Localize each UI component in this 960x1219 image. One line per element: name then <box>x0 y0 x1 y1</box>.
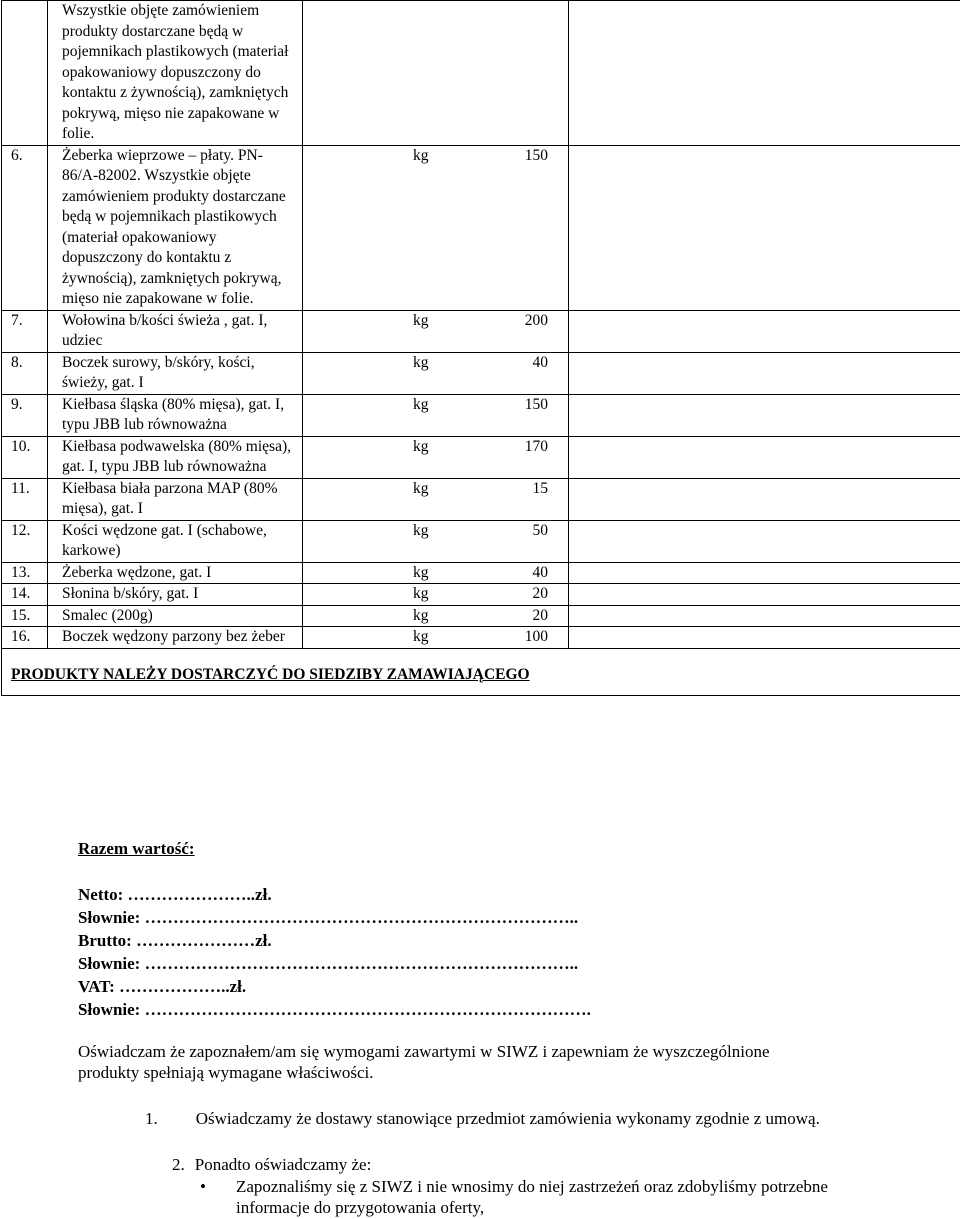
quantity-cell <box>303 562 569 584</box>
empty-cell <box>569 605 960 627</box>
summary-heading: Razem wartość: <box>78 839 195 858</box>
quantity-cell <box>303 394 569 436</box>
empty-cell <box>569 352 960 394</box>
row-number: 7. <box>2 310 48 352</box>
table-row <box>2 520 960 562</box>
unit-label: kg <box>413 563 429 581</box>
quantity-cell <box>303 605 569 627</box>
row-number: 11. <box>2 478 48 520</box>
row-number: 15. <box>2 605 48 627</box>
empty-cell <box>569 627 960 649</box>
empty-cell <box>569 478 960 520</box>
unit-label: kg <box>413 353 429 371</box>
product-name: Boczek wędzony parzony bez żeber <box>48 627 303 649</box>
quantity-value: 40 <box>532 563 548 581</box>
declaration-text: Oświadczam że zapoznałem/am się wymogami zawartymi w SIWZ i zapewniam że wyszczególnione produkty spełniają wymagane właściwości. <box>78 1042 770 1082</box>
quantity-value: 20 <box>532 606 548 624</box>
table-row <box>2 562 960 584</box>
product-name: Kości wędzone gat. I (schabowe, karkowe) <box>48 520 303 562</box>
row-number: 8. <box>2 352 48 394</box>
quantity-cell <box>303 145 569 310</box>
table-row <box>2 436 960 478</box>
declaration-list-item-2 <box>172 1154 872 1175</box>
unit-label: kg <box>413 311 429 329</box>
row-number: 13. <box>2 562 48 584</box>
list-marker: 2. <box>172 1155 185 1174</box>
quantity-cell <box>303 627 569 649</box>
empty-cell <box>569 562 960 584</box>
delivery-note: PRODUKTY NALEŻY DOSTARCZYĆ DO SIEDZIBY ZAMAWIAJĄCEGO <box>2 648 960 695</box>
table-row <box>2 1 960 146</box>
order-table <box>1 0 960 696</box>
table-row <box>2 627 960 649</box>
list-item-text: Oświadczamy że dostawy stanowiące przedmiot zamówienia wykonamy zgodnie z umową. <box>195 1109 820 1128</box>
unit-label: kg <box>413 395 429 413</box>
table-row <box>2 584 960 606</box>
product-name: Boczek surowy, b/skóry, kości, świeży, gat. I <box>48 352 303 394</box>
unit-label: kg <box>413 606 429 624</box>
quantity-value: 20 <box>532 585 548 602</box>
quantity-cell <box>303 520 569 562</box>
brutto-line: Brutto: …………………zł. <box>78 931 272 950</box>
row-number: 14. <box>2 584 48 606</box>
table-row <box>2 605 960 627</box>
product-name: Wszystkie objęte zamówieniem produkty dostarczane będą w pojemnikach plastikowych (materiał opakowaniowy dopuszczony do kontaktu z żywnością), zamkniętych pokrywą, mięso nie zapakowane w folie. <box>48 1 303 146</box>
quantity-cell <box>303 584 569 606</box>
product-name: Kiełbasa podwawelska (80% mięsa), gat. I, typu JBB lub równoważna <box>48 436 303 478</box>
slownie-line-3: Słownie: ……………………………………………………………………. <box>78 1000 591 1019</box>
quantity-value: 150 <box>524 146 548 164</box>
row-number <box>2 1 48 146</box>
quantity-value: 40 <box>532 353 548 371</box>
slownie-line-1: Słownie: ………………………………………………………………….. <box>78 908 579 927</box>
product-name: Kiełbasa biała parzona MAP (80% mięsa), gat. I <box>48 478 303 520</box>
quantity-value: 170 <box>524 437 548 455</box>
table-row <box>2 478 960 520</box>
empty-cell <box>569 436 960 478</box>
row-number: 12. <box>2 520 48 562</box>
empty-cell <box>569 1 960 146</box>
quantity-cell <box>303 436 569 478</box>
empty-cell <box>569 310 960 352</box>
empty-cell <box>569 145 960 310</box>
quantity-cell <box>303 352 569 394</box>
table-row <box>2 394 960 436</box>
quantity-value: 200 <box>524 311 548 329</box>
vat-line: VAT: ………………..zł. <box>78 977 247 996</box>
netto-line: Netto: …………………..zł. <box>78 885 272 904</box>
product-name: Żeberka wieprzowe – płaty. PN-86/A-82002. Wszystkie objęte zamówieniem produkty dostarczane będą w pojemnikach plastikowych (materiał opakowaniowy dopuszczony do kontaktu z żywnością), zamkniętych pokrywą, mięso nie zapakowane w folie. <box>48 145 303 310</box>
row-number: 6. <box>2 145 48 310</box>
quantity-value: 150 <box>524 395 548 413</box>
list-item-text: Ponadto oświadczamy że: <box>194 1155 372 1174</box>
unit-label: kg <box>413 437 429 455</box>
row-number: 16. <box>2 627 48 649</box>
unit-label: kg <box>413 628 429 645</box>
row-number: 9. <box>2 394 48 436</box>
quantity-value: 50 <box>532 521 548 539</box>
empty-cell <box>569 520 960 562</box>
product-name: Kiełbasa śląska (80% mięsa), gat. I, typu JBB lub równoważna <box>48 394 303 436</box>
bullet-item <box>200 1176 860 1218</box>
product-name: Słonina b/skóry, gat. I <box>48 584 303 606</box>
empty-cell <box>569 584 960 606</box>
product-name: Wołowina b/kości świeża , gat. I, udziec <box>48 310 303 352</box>
product-name: Smalec (200g) <box>48 605 303 627</box>
unit-label: kg <box>413 146 429 164</box>
list-marker: 1. <box>145 1109 158 1128</box>
unit-label: kg <box>413 479 429 497</box>
product-name: Żeberka wędzone, gat. I <box>48 562 303 584</box>
quantity-value: 15 <box>532 479 548 497</box>
quantity-cell <box>303 478 569 520</box>
table-row <box>2 352 960 394</box>
unit-label: kg <box>413 521 429 539</box>
declaration-list-item-1 <box>145 1108 845 1129</box>
unit-label: kg <box>413 585 429 602</box>
table-row <box>2 145 960 310</box>
quantity-cell <box>303 310 569 352</box>
row-number: 10. <box>2 436 48 478</box>
table-row <box>2 310 960 352</box>
quantity-value: 100 <box>524 628 548 645</box>
quantity-cell <box>303 1 569 146</box>
empty-cell <box>569 394 960 436</box>
slownie-line-2: Słownie: ………………………………………………………………….. <box>78 954 579 973</box>
bullet-marker: • <box>200 1177 206 1196</box>
bullet-text: Zapoznaliśmy się z SIWZ i nie wnosimy do niej zastrzeżeń oraz zdobyliśmy potrzebne informacje do przygotowania oferty, <box>236 1177 828 1217</box>
